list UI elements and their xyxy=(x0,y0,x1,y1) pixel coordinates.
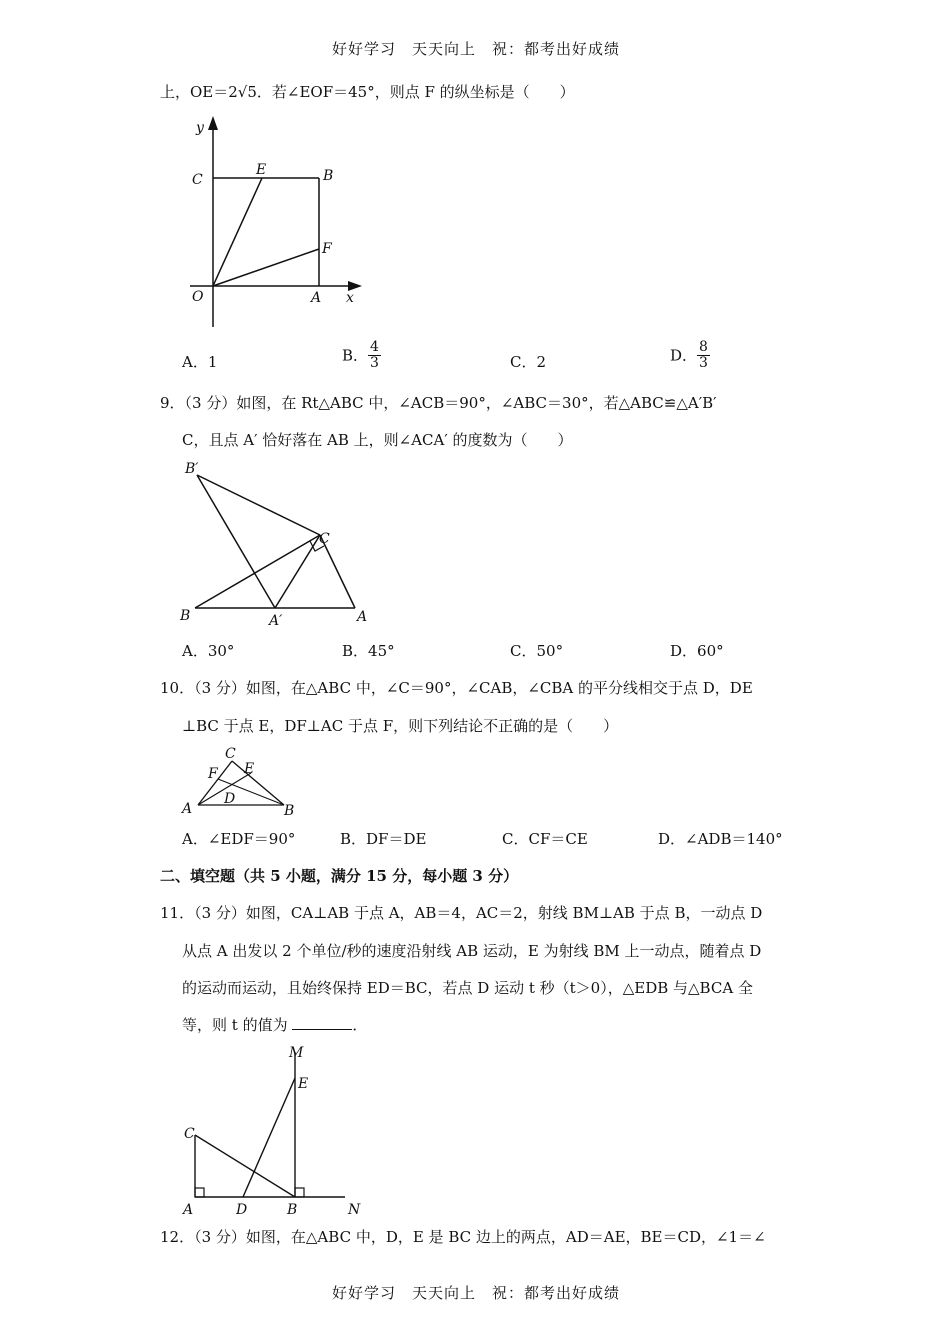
q10-option-b: B．DF＝DE xyxy=(340,830,427,848)
label-y: y xyxy=(196,120,204,136)
page-header: 好好学习 天天向上 祝：都考出好成绩 xyxy=(332,40,621,58)
page-footer: 好好学习 天天向上 祝：都考出好成绩 xyxy=(332,1284,621,1302)
q11-stem-line3: 的运动而运动，且始终保持 ED＝BC，若点 D 运动 t 秒（t＞0），△EDB 与△BCA 全 xyxy=(182,979,753,997)
label-a: A xyxy=(357,609,368,625)
label-b: B xyxy=(284,803,295,819)
label-a-prime: A′ xyxy=(269,613,283,629)
q9-option-d: D．60° xyxy=(670,642,724,660)
q12-stem-line1: 12．（3 分）如图，在△ABC 中，D，E 是 BC 边上的两点，AD＝AE，BE＝CD，∠1＝∠ xyxy=(160,1228,766,1246)
label-n: N xyxy=(348,1202,361,1218)
label-e: E xyxy=(244,761,255,777)
q11-line4-suffix: ． xyxy=(352,1016,368,1034)
label-c: C xyxy=(184,1126,195,1142)
q9-stem-line1: 9．（3 分）如图，在 Rt△ABC 中，∠ACB＝90°，∠ABC＝30°，若△ABC≌△A′B′ xyxy=(160,394,717,412)
label-o: O xyxy=(192,289,204,305)
q10-figure xyxy=(178,743,308,818)
q10-stem-line2: ⊥BC 于点 E，DF⊥AC 于点 F，则下列结论不正确的是（ ） xyxy=(182,717,619,735)
answer-blank[interactable] xyxy=(292,1015,352,1030)
label-c: C xyxy=(225,746,236,762)
q9-option-c: C．50° xyxy=(510,642,564,660)
label-b: B xyxy=(287,1202,298,1218)
y-arrow-icon xyxy=(208,116,218,130)
q10-stem-line1: 10．（3 分）如图，在△ABC 中，∠C＝90°，∠CAB，∠CBA 的平分线相交于点 D，DE xyxy=(160,679,753,697)
label-f: F xyxy=(208,766,218,782)
q10-option-c: C．CF＝CE xyxy=(502,830,588,848)
q9-option-a: A．30° xyxy=(182,642,235,660)
label-c: C xyxy=(319,531,330,547)
label-m: M xyxy=(289,1045,304,1061)
q8-stem: 上，OE＝2√5．若∠EOF＝45°，则点 F 的纵坐标是（ ） xyxy=(160,83,575,101)
q11-stem-line4 xyxy=(182,1015,367,1035)
label-b: B xyxy=(180,608,191,624)
q8-figure xyxy=(170,112,370,332)
label-e: E xyxy=(298,1076,309,1092)
q11-figure xyxy=(180,1040,380,1220)
label-d: D xyxy=(224,791,236,807)
q8-option-d-prefix: D． xyxy=(670,346,698,365)
label-f: F xyxy=(322,241,332,257)
q8-option-d xyxy=(670,340,710,371)
q9-figure xyxy=(175,455,375,635)
segment-oe xyxy=(213,178,262,286)
q8-option-a: A．1 xyxy=(182,353,218,371)
q10-option-d: D．∠ADB＝140° xyxy=(658,830,783,848)
q8-option-b-fraction: $\frac{4}{3}$ xyxy=(370,339,379,371)
label-a: A xyxy=(182,801,193,817)
q9-option-b: B．45° xyxy=(342,642,395,660)
label-e: E xyxy=(256,162,267,178)
q8-option-d-fraction: $\frac{8}{3}$ xyxy=(699,339,708,371)
label-b-prime: B′ xyxy=(185,461,199,477)
label-x: x xyxy=(346,290,354,306)
label-a: A xyxy=(183,1202,194,1218)
q10-option-a: A．∠EDF＝90° xyxy=(182,830,296,848)
q11-stem-line1: 11．（3 分）如图，CA⊥AB 于点 A，AB＝4，AC＝2，射线 BM⊥AB 于点 B，一动点 D xyxy=(160,904,763,922)
q11-line4-prefix: 等，则 t 的值为 xyxy=(182,1016,288,1034)
q8-option-b-prefix: B． xyxy=(342,346,369,365)
label-c: C xyxy=(192,172,203,188)
q8-option-b xyxy=(342,340,381,371)
label-d: D xyxy=(236,1202,248,1218)
section-heading: 二、填空题（共 5 小题，满分 15 分，每小题 3 分） xyxy=(160,867,519,885)
q11-stem-line2: 从点 A 出发以 2 个单位/秒的速度沿射线 AB 运动，E 为射线 BM 上一动点，随着点 D xyxy=(182,942,762,960)
segment-of xyxy=(213,249,319,286)
label-a: A xyxy=(311,290,322,306)
label-b: B xyxy=(323,168,334,184)
q9-stem-line2: C，且点 A′ 恰好落在 AB 上，则∠ACA′ 的度数为（ ） xyxy=(182,431,573,449)
q8-option-c: C．2 xyxy=(510,353,547,371)
